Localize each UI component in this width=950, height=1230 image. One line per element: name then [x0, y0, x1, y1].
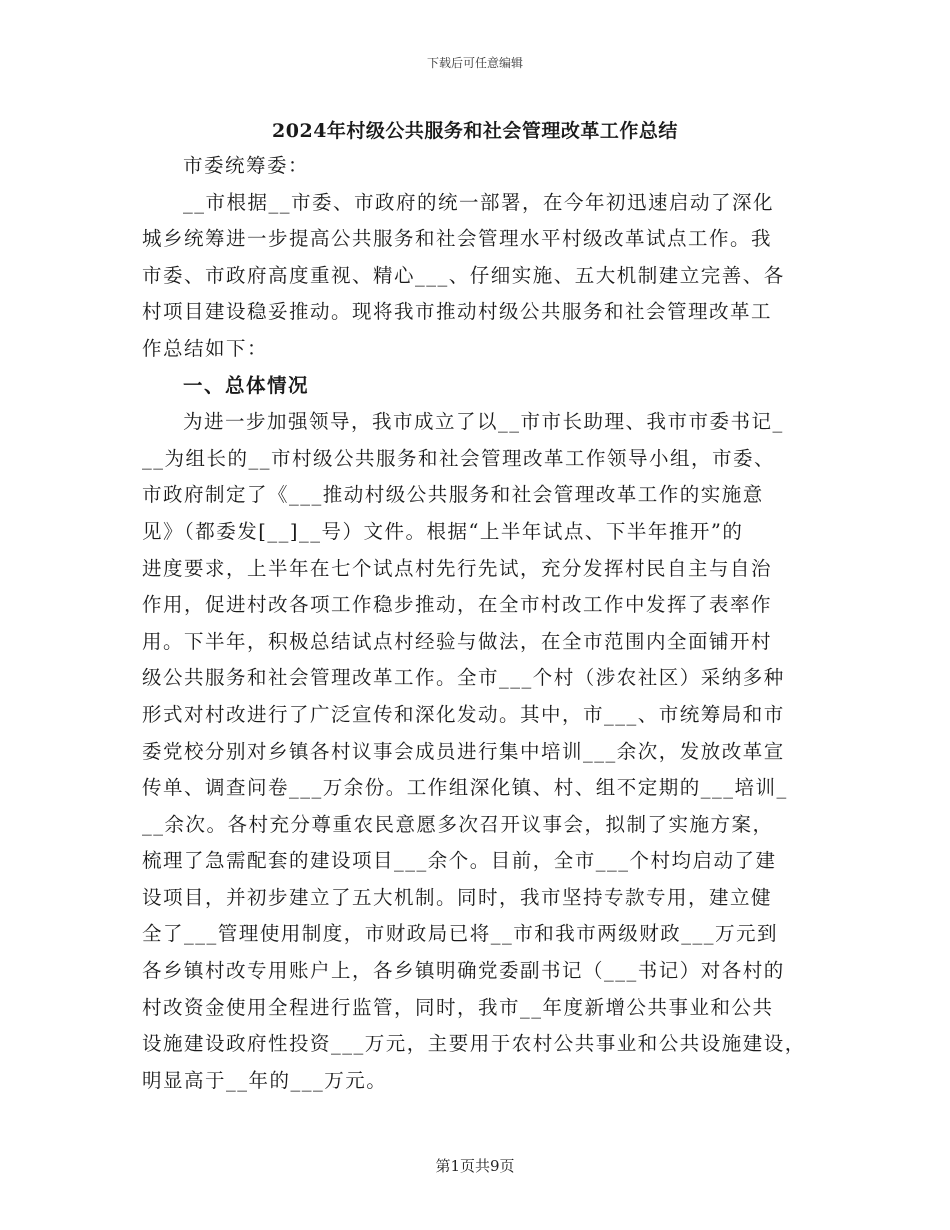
text-line: 城乡统筹进一步提高公共服务和社会管理水平村级改革试点工作。我 — [142, 227, 773, 251]
text-line: 村改资金使用全程进行监管，同时，我市__年度新增公共事业和公共 — [142, 995, 774, 1019]
text-line: 设施建设政府性投资___万元，主要用于农村公共事业和公共设施建设， — [142, 1032, 806, 1056]
text-line: 进度要求，上半年在七个试点村先行先试，充分发挥村民自主与自治 — [142, 556, 773, 580]
text-line: 村项目建设稳妥推动。现将我市推动村级公共服务和社会管理改革工 — [142, 300, 773, 324]
salutation: 市委统筹委： — [183, 154, 310, 177]
text-line: 作用，促进村改各项工作稳步推动，在全市村改工作中发挥了表率作 — [142, 593, 773, 617]
text-line: 用。下半年，积极总结试点村经验与做法，在全市范围内全面铺开村 — [142, 629, 773, 653]
text-line: 委党校分别对乡镇各村议事会成员进行集中培训___余次，发放改革宣 — [142, 739, 785, 763]
text-line: 梳理了急需配套的建设项目___余个。目前，全市___个村均启动了建 — [142, 849, 777, 873]
text-line: 形式对村改进行了广泛宣传和深化发动。其中，市___、市统筹局和市 — [142, 702, 785, 726]
text-line: 级公共服务和社会管理改革工作。全市___个村（涉农社区）采纳多种 — [142, 666, 785, 690]
document-body — [142, 148, 810, 1099]
text-line: 各乡镇村改专用账户上，各乡镇明确党委副书记（___书记）对各村的 — [142, 959, 785, 983]
text-line: 市政府制定了《___推动村级公共服务和社会管理改革工作的实施意 — [142, 483, 764, 507]
section-heading: 一、总体情况 — [183, 373, 310, 397]
text-line: 设项目，并初步建立了五大机制。同时，我市坚持专款专用，建立健 — [142, 885, 773, 909]
text-line: __市根据__市委、市政府的统一部署，在今年初迅速启动了深化 — [183, 190, 775, 214]
text-line: 作总结如下： — [142, 336, 269, 360]
text-line: 传单、调查问卷___万余份。工作组深化镇、村、组不定期的___培训_ — [142, 776, 788, 800]
paragraph-overview — [142, 404, 810, 1099]
text-line: 全了___管理使用制度，市财政局已将__市和我市两级财政___万元到 — [142, 922, 779, 946]
text-line: 见》（都委发[__]__号）文件。根据“上半年试点、下半年推开”的 — [142, 519, 744, 543]
text-line: __为组长的__市村级公共服务和社会管理改革工作领导小组，市委、 — [142, 446, 776, 470]
header-note: 下载后可任意编辑 — [426, 56, 523, 70]
text-line: __余次。各村充分尊重农民意愿多次召开议事会，拟制了实施方案， — [142, 812, 774, 836]
text-line: 为进一步加强领导，我市成立了以__市市长助理、我市市委书记_ — [183, 410, 784, 434]
text-line: 市委、市政府高度重视、精心___、仔细实施、五大机制建立完善、各 — [142, 263, 785, 287]
document-title: 2024年村级公共服务和社会管理改革工作总结 — [272, 120, 678, 142]
paragraph-intro — [142, 185, 810, 368]
text-line: 明显高于__年的___万元。 — [142, 1068, 388, 1092]
page-number: 第1页共9页 — [435, 1157, 515, 1175]
